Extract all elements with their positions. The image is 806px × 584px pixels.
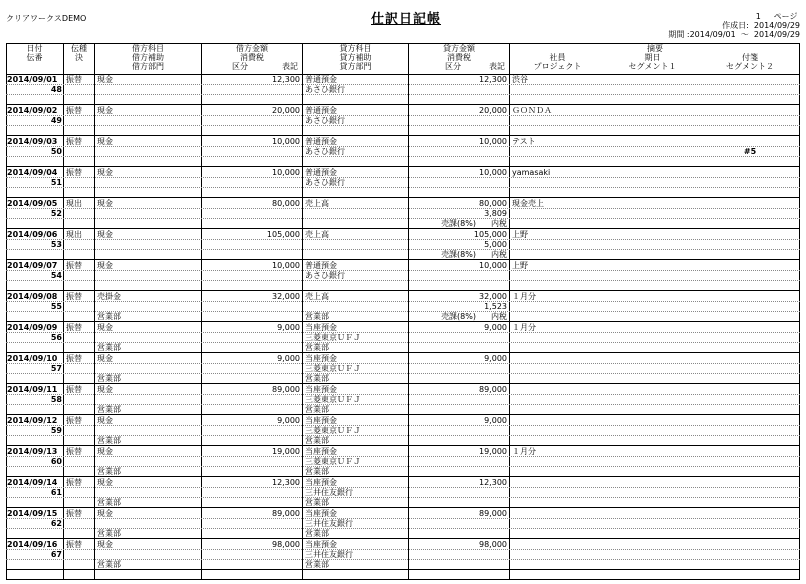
created-date: 2014/09/29 <box>753 21 800 30</box>
credit-account: 当座預金 <box>305 416 337 425</box>
credit-amount: 9,000 <box>484 416 507 425</box>
debit-amount: 105,000 <box>266 230 300 239</box>
row-guide <box>6 208 800 209</box>
debit-dept: 営業部 <box>97 498 121 507</box>
entry-slip-type: 振替 <box>66 75 82 84</box>
col-slip-type: 伝種 <box>71 44 87 53</box>
entry-slip-no: 61 <box>50 488 62 497</box>
credit-sub: あさひ銀行 <box>305 116 345 125</box>
row-guide <box>6 218 800 219</box>
entry-slip-no: 51 <box>50 178 62 187</box>
col-date: 日付 <box>26 44 43 53</box>
entry-memo: 現金売上 <box>512 199 544 208</box>
credit-dept: 営業部 <box>305 560 329 569</box>
credit-amount: 32,000 <box>479 292 507 301</box>
credit-account: 当座預金 <box>305 478 337 487</box>
period-start: 2014/09/01 <box>689 30 736 39</box>
credit-dept: 営業部 <box>305 436 329 445</box>
debit-dept: 営業部 <box>97 312 121 321</box>
entry-date: 2014/09/01 <box>7 75 58 84</box>
debit-amount: 89,000 <box>272 385 300 394</box>
entry-slip-no: 57 <box>50 364 62 373</box>
entry-slip-type: 現出 <box>66 199 82 208</box>
entry-slip-no: 53 <box>50 240 62 249</box>
row-guide <box>6 187 800 188</box>
credit-tax-method: 内税 <box>491 312 507 321</box>
debit-account: 現金 <box>97 106 113 115</box>
debit-account: 現金 <box>97 447 113 456</box>
entry-slip-no: 54 <box>50 271 62 280</box>
entry-date: 2014/09/13 <box>7 447 58 456</box>
table-row <box>0 384 806 415</box>
col-debit-tax: 消費税 <box>240 53 264 62</box>
entry-slip-no: 67 <box>50 550 62 559</box>
credit-tax: 1,523 <box>484 302 507 311</box>
row-guide <box>6 156 800 157</box>
col-credit-tax-method: 表記 <box>489 62 505 71</box>
period-label: 期間 : <box>668 30 690 39</box>
credit-tax-class: 売課(8%) <box>441 219 476 228</box>
credit-dept: 営業部 <box>305 343 329 352</box>
debit-amount: 9,000 <box>277 416 300 425</box>
col-segment2: セグメント２ <box>726 62 774 71</box>
table-row <box>0 477 806 508</box>
debit-account: 現金 <box>97 478 113 487</box>
credit-dept: 営業部 <box>305 498 329 507</box>
table-row <box>0 539 806 570</box>
debit-account: 売掛金 <box>97 292 121 301</box>
credit-sub: 三菱東京ＵＦＪ <box>305 364 361 373</box>
row-guide <box>6 239 800 240</box>
entry-date: 2014/09/05 <box>7 199 58 208</box>
entry-slip-type: 振替 <box>66 354 82 363</box>
credit-sub: あさひ銀行 <box>305 178 345 187</box>
entry-slip-type: 振替 <box>66 509 82 518</box>
debit-amount: 80,000 <box>272 199 300 208</box>
credit-account: 当座預金 <box>305 323 337 332</box>
credit-tax-method: 内税 <box>491 250 507 259</box>
credit-sub: 三菱東京ＵＦＪ <box>305 395 361 404</box>
entry-date: 2014/09/12 <box>7 416 58 425</box>
credit-amount: 20,000 <box>479 106 507 115</box>
credit-tax-class: 売課(8%) <box>441 312 476 321</box>
entry-slip-no: 50 <box>50 147 62 156</box>
entry-slip-type: 振替 <box>66 540 82 549</box>
row-guide <box>6 280 800 281</box>
entry-slip-no: 60 <box>50 457 62 466</box>
debit-dept: 営業部 <box>97 560 121 569</box>
table-row <box>0 136 806 167</box>
entry-slip-type: 振替 <box>66 323 82 332</box>
report-title: 仕訳日記帳 <box>371 12 442 27</box>
entry-slip-no: 55 <box>50 302 62 311</box>
col-debit-sub: 借方補助 <box>132 53 164 62</box>
debit-account: 現金 <box>97 199 113 208</box>
row-guide <box>6 125 800 126</box>
entry-slip-no: 59 <box>50 426 62 435</box>
entry-date: 2014/09/11 <box>7 385 58 394</box>
credit-amount: 89,000 <box>479 509 507 518</box>
debit-dept: 営業部 <box>97 405 121 414</box>
col-debit-account: 借方科目 <box>132 44 164 53</box>
debit-account: 現金 <box>97 261 113 270</box>
debit-dept: 営業部 <box>97 343 121 352</box>
debit-amount: 19,000 <box>272 447 300 456</box>
entry-slip-type: 振替 <box>66 416 82 425</box>
entry-memo: yamasaki <box>512 168 551 177</box>
entry-date: 2014/09/07 <box>7 261 58 270</box>
debit-amount: 89,000 <box>272 509 300 518</box>
credit-account: 普通預金 <box>305 261 337 270</box>
table-row <box>0 198 806 229</box>
credit-amount: 10,000 <box>479 137 507 146</box>
col-slip-no: 伝番 <box>26 53 43 62</box>
debit-amount: 10,000 <box>272 261 300 270</box>
credit-sub: 三菱東京ＵＦＪ <box>305 426 361 435</box>
entry-memo: 上野 <box>512 261 528 270</box>
entry-slip-type: 振替 <box>66 261 82 270</box>
col-debit-dept: 借方部門 <box>132 62 164 71</box>
entry-memo: １月分 <box>512 292 536 301</box>
credit-account: 普通預金 <box>305 168 337 177</box>
entry-date: 2014/09/10 <box>7 354 58 363</box>
entry-slip-no: 56 <box>50 333 62 342</box>
entry-memo: 渋谷 <box>512 75 528 84</box>
credit-sub: あさひ銀行 <box>305 147 345 156</box>
col-credit-tax-class: 区分 <box>445 62 461 71</box>
debit-dept: 営業部 <box>97 436 121 445</box>
debit-amount: 12,300 <box>272 478 300 487</box>
debit-account: 現金 <box>97 416 113 425</box>
table-row <box>0 291 806 322</box>
credit-amount: 19,000 <box>479 447 507 456</box>
credit-sub: 三井住友銀行 <box>305 550 353 559</box>
entry-date: 2014/09/15 <box>7 509 58 518</box>
credit-sub: 三井住友銀行 <box>305 488 353 497</box>
debit-amount: 9,000 <box>277 354 300 363</box>
credit-account: 売上高 <box>305 230 329 239</box>
table-row <box>0 229 806 260</box>
entry-memo: １月分 <box>512 447 536 456</box>
credit-account: 売上高 <box>305 292 329 301</box>
credit-dept: 営業部 <box>305 467 329 476</box>
credit-tax-class: 売課(8%) <box>441 250 476 259</box>
credit-account: 普通預金 <box>305 75 337 84</box>
entry-slip-type: 振替 <box>66 478 82 487</box>
credit-tax: 5,000 <box>484 240 507 249</box>
entry-date: 2014/09/14 <box>7 478 58 487</box>
row-guide <box>6 249 800 250</box>
debit-account: 現金 <box>97 354 113 363</box>
col-credit-sub: 貸方補助 <box>339 53 372 62</box>
credit-account: 当座預金 <box>305 447 337 456</box>
credit-dept: 営業部 <box>305 529 329 538</box>
col-credit-amount: 貸方金額 <box>443 44 475 53</box>
col-employee: 社員 <box>549 53 566 62</box>
entry-slip-type: 振替 <box>66 385 82 394</box>
debit-amount: 98,000 <box>272 540 300 549</box>
entry-date: 2014/09/16 <box>7 540 58 549</box>
entry-separator <box>6 569 800 570</box>
entry-slip-type: 振替 <box>66 447 82 456</box>
entry-date: 2014/09/04 <box>7 168 58 177</box>
table-row <box>0 74 806 105</box>
credit-sub: 三井住友銀行 <box>305 519 353 528</box>
debit-account: 現金 <box>97 385 113 394</box>
debit-account: 現金 <box>97 137 113 146</box>
credit-amount: 12,300 <box>479 478 507 487</box>
table-row <box>0 415 806 446</box>
col-summary: 摘要 <box>647 44 663 53</box>
entry-tag: #5 <box>743 147 757 156</box>
page-label: ページ <box>773 12 798 21</box>
credit-amount: 10,000 <box>479 168 507 177</box>
entry-slip-no: 62 <box>50 519 62 528</box>
entry-memo: ＧＯＮＤＡ <box>512 106 552 115</box>
credit-amount: 9,000 <box>484 354 507 363</box>
debit-account: 現金 <box>97 168 113 177</box>
credit-account: 当座預金 <box>305 540 337 549</box>
credit-dept: 営業部 <box>305 405 329 414</box>
credit-account: 普通預金 <box>305 106 337 115</box>
debit-amount: 12,300 <box>272 75 300 84</box>
table-row <box>0 508 806 539</box>
col-debit-tax-method: 表記 <box>282 62 298 71</box>
credit-dept: 営業部 <box>305 312 329 321</box>
table-row <box>0 353 806 384</box>
credit-tax: 3,809 <box>484 209 507 218</box>
credit-sub: 三菱東京ＵＦＪ <box>305 457 361 466</box>
entry-date: 2014/09/06 <box>7 230 58 239</box>
credit-sub: あさひ銀行 <box>305 85 345 94</box>
credit-amount: 12,300 <box>479 75 507 84</box>
table-row <box>0 322 806 353</box>
debit-account: 現金 <box>97 230 113 239</box>
entry-date: 2014/09/03 <box>7 137 58 146</box>
debit-dept: 営業部 <box>97 529 121 538</box>
credit-tax-method: 内税 <box>491 219 507 228</box>
company-name: クリアワークスDEMO <box>6 14 87 23</box>
debit-amount: 9,000 <box>277 323 300 332</box>
entry-date: 2014/09/08 <box>7 292 58 301</box>
col-project: プロジェクト <box>533 62 582 71</box>
col-segment1: セグメント１ <box>628 62 677 71</box>
credit-amount: 89,000 <box>479 385 507 394</box>
col-debit-amount: 借方金額 <box>236 44 268 53</box>
credit-amount: 80,000 <box>479 199 507 208</box>
page-info <box>668 12 800 39</box>
credit-account: 当座預金 <box>305 509 337 518</box>
col-due-date: 期日 <box>644 53 661 62</box>
credit-amount: 10,000 <box>479 261 507 270</box>
entry-slip-type: 振替 <box>66 137 82 146</box>
page-number: 1 <box>755 12 761 21</box>
entry-slip-type: 振替 <box>66 106 82 115</box>
entry-date: 2014/09/09 <box>7 323 58 332</box>
debit-account: 現金 <box>97 323 113 332</box>
row-guide <box>6 94 800 95</box>
credit-sub: あさひ銀行 <box>305 271 345 280</box>
debit-account: 現金 <box>97 509 113 518</box>
entry-slip-no: 48 <box>50 85 62 94</box>
credit-amount: 98,000 <box>479 540 507 549</box>
period-separator: ～ <box>740 30 749 39</box>
entry-slip-type: 振替 <box>66 292 82 301</box>
credit-amount: 105,000 <box>473 230 507 239</box>
entry-slip-type: 振替 <box>66 168 82 177</box>
credit-account: 普通預金 <box>305 137 337 146</box>
col-tag: 付箋 <box>742 53 758 62</box>
credit-amount: 9,000 <box>484 323 507 332</box>
credit-account: 当座預金 <box>305 385 337 394</box>
debit-amount: 20,000 <box>272 106 300 115</box>
credit-account: 当座預金 <box>305 354 337 363</box>
col-credit-tax: 消費税 <box>447 53 471 62</box>
table-row <box>0 260 806 291</box>
table-row <box>0 167 806 198</box>
table-row <box>0 105 806 136</box>
entry-date: 2014/09/02 <box>7 106 58 115</box>
col-credit-dept: 貸方部門 <box>339 62 372 71</box>
credit-dept: 営業部 <box>305 374 329 383</box>
table-row <box>0 446 806 477</box>
col-credit-account: 貸方科目 <box>339 44 372 53</box>
created-label: 作成日: <box>722 21 749 30</box>
debit-amount: 10,000 <box>272 137 300 146</box>
entry-slip-type: 現出 <box>66 230 82 239</box>
entry-memo: テスト <box>512 137 536 146</box>
entry-slip-no: 58 <box>50 395 62 404</box>
row-guide <box>6 301 800 302</box>
credit-account: 売上高 <box>305 199 329 208</box>
col-settle: 決 <box>75 53 83 62</box>
col-debit-tax-class: 区分 <box>232 62 248 71</box>
debit-dept: 営業部 <box>97 374 121 383</box>
debit-amount: 10,000 <box>272 168 300 177</box>
entry-slip-no: 49 <box>50 116 62 125</box>
debit-dept: 営業部 <box>97 467 121 476</box>
debit-account: 現金 <box>97 540 113 549</box>
debit-account: 現金 <box>97 75 113 84</box>
entry-memo: １月分 <box>512 323 536 332</box>
debit-amount: 32,000 <box>272 292 300 301</box>
period-end: 2014/09/29 <box>753 30 800 39</box>
credit-sub: 三菱東京ＵＦＪ <box>305 333 361 342</box>
entry-slip-no: 52 <box>50 209 62 218</box>
entry-memo: 上野 <box>512 230 528 239</box>
